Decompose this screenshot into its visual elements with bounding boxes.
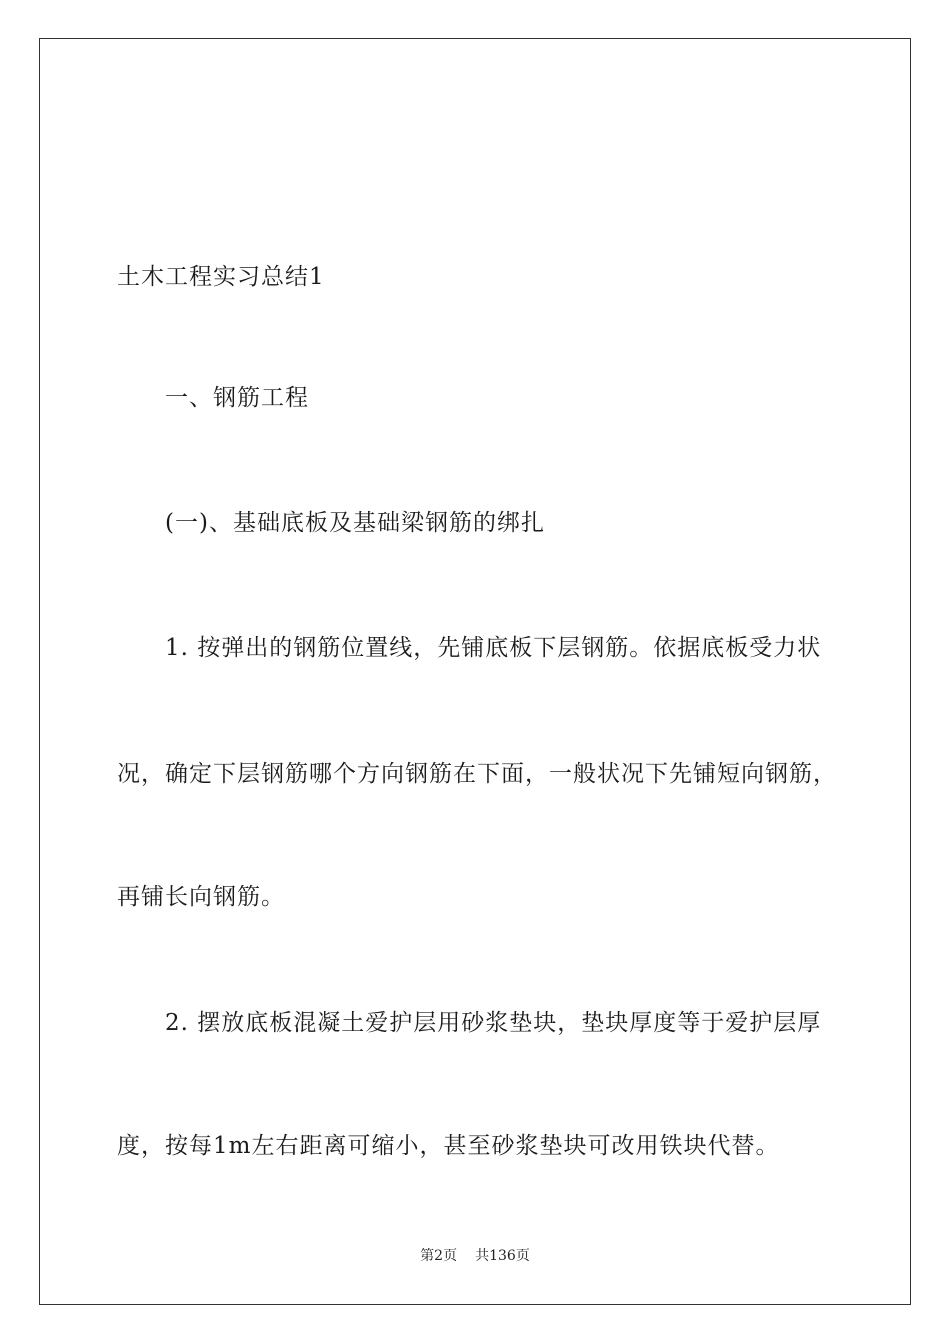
paragraph1-line3: 再铺长向钢筋。 bbox=[117, 884, 285, 910]
total-pages: 共136页 bbox=[475, 1248, 530, 1264]
page-footer bbox=[0, 1247, 950, 1265]
document-title: 土木工程实习总结1 bbox=[117, 264, 325, 290]
section-heading: 一、钢筋工程 bbox=[165, 385, 309, 411]
paragraph1-line2: 况，确定下层钢筋哪个方向钢筋在下面，一般状况下先铺短向钢筋， bbox=[117, 761, 837, 787]
paragraph2-line1: 2. 摆放底板混凝土爱护层用砂浆垫块，垫块厚度等于爱护层厚 bbox=[165, 1010, 822, 1036]
page-number: 第2页 bbox=[420, 1248, 458, 1264]
subsection-heading: (一)、基础底板及基础梁钢筋的绑扎 bbox=[165, 510, 545, 536]
page-frame bbox=[39, 38, 911, 1305]
paragraph1-line1: 1. 按弹出的钢筋位置线，先铺底板下层钢筋。依据底板受力状 bbox=[165, 635, 822, 661]
paragraph2-line2: 度，按每1m左右距离可缩小，甚至砂浆垫块可改用铁块代替。 bbox=[117, 1133, 780, 1159]
